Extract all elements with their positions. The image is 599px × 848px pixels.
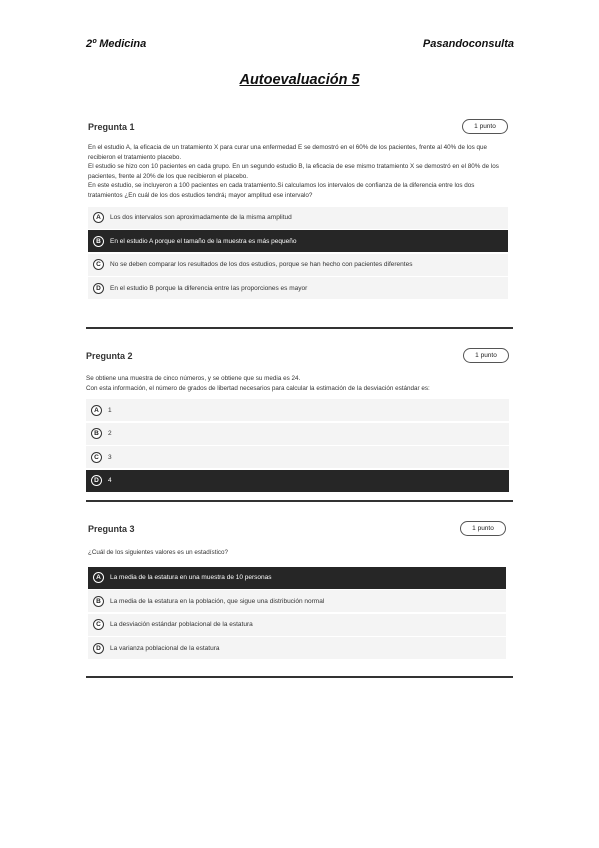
question-text [88,548,506,558]
option-letter: B [93,596,104,607]
option-text: La media de la estatura en una muestra de 10 personas [110,574,272,582]
option-text: No se deben comparar los resultados de los dos estudios, porque se han hecho con pacientes diferentes [110,261,413,269]
option-text: La media de la estatura en la población, que sigue una distribución normal [110,597,325,605]
option-text: 1 [108,406,112,414]
points-badge: 1 punto [463,348,509,363]
option-text: Los dos intervalos son aproximadamente de la misma amplitud [110,214,292,222]
question-text-line: Con esta información, el número de grados de libertad necesarios para calcular la estimación de la desviación estándar es: [86,384,430,392]
option-letter: D [93,283,104,294]
option-letter: C [91,452,102,463]
option-a[interactable] [88,207,508,229]
option-letter: C [93,619,104,630]
option-letter: D [93,643,104,654]
question-text-line: ¿Cuál de los siguientes valores es un estadístico? [88,549,229,556]
option-letter: C [93,259,104,270]
option-b[interactable] [86,423,509,445]
question-title: Pregunta 3 [88,524,135,534]
option-text: La varianza poblacional de la estatura [110,644,220,652]
option-letter: A [93,572,104,583]
option-a[interactable] [86,399,509,421]
option-letter: B [93,236,104,247]
section-divider [86,327,513,329]
question-text-line: En el estudio A, la eficacia de un tratamiento X para curar una enfermedad E se demostró en el 60% de los pacientes, frente al 40% de los que recibieron el tratamiento placebo. [88,144,488,161]
question-text [88,143,508,201]
question-2 [86,346,509,493]
option-c[interactable] [88,254,508,276]
question-text [86,374,509,393]
question-title: Pregunta 1 [88,122,135,132]
points-badge: 1 punto [462,119,508,134]
option-text: En el estudio A porque el tamaño de la muestra es más pequeño [110,237,297,245]
option-text: 3 [108,453,112,461]
header-source: Pasandoconsulta [422,38,514,50]
option-letter: A [93,212,104,223]
option-text: La desviación estándar poblacional de la estatura [110,621,253,629]
question-text-line: En este estudio, se incluyeron a 100 pacientes en cada tratamiento.Si calculamos los intervalos de confianza de la diferencia entre los dos tratamientos ¿En cuál de los dos estudios tendrá¡ mayor amplitud ese intervalo? [88,182,475,199]
option-letter: D [91,475,102,486]
section-divider [86,676,513,678]
option-text: En el estudio B porque la diferencia entre las proporciones es mayor [110,284,308,292]
question-text-line: Se obtiene una muestra de cinco números, y se obtiene que su media es 24. [86,375,301,382]
option-d[interactable] [88,277,508,299]
page-title: Autoevaluación 5 [239,72,360,88]
option-d[interactable] [88,637,506,659]
option-b[interactable] [88,230,508,252]
section-divider [86,500,513,502]
points-badge: 1 punto [460,521,506,536]
option-c[interactable] [88,614,506,636]
option-letter: B [91,428,102,439]
option-letter: A [91,405,102,416]
option-b[interactable] [88,590,506,612]
question-3 [88,519,506,661]
option-text: 4 [108,477,112,485]
question-1 [88,117,508,301]
option-c[interactable] [86,446,509,468]
header-course: 2º Medicina [86,38,147,50]
question-title: Pregunta 2 [86,351,133,361]
option-d[interactable] [86,470,509,492]
option-text: 2 [108,430,112,438]
question-text-line: El estudio se hizo con 10 pacientes en cada grupo. En un segundo estudio B, la eficacia de ese mismo tratamiento X se demostró en el 80% de los pacientes, frente al 20% de los que recibieron el placebo. [88,163,499,180]
option-a[interactable] [88,567,506,589]
